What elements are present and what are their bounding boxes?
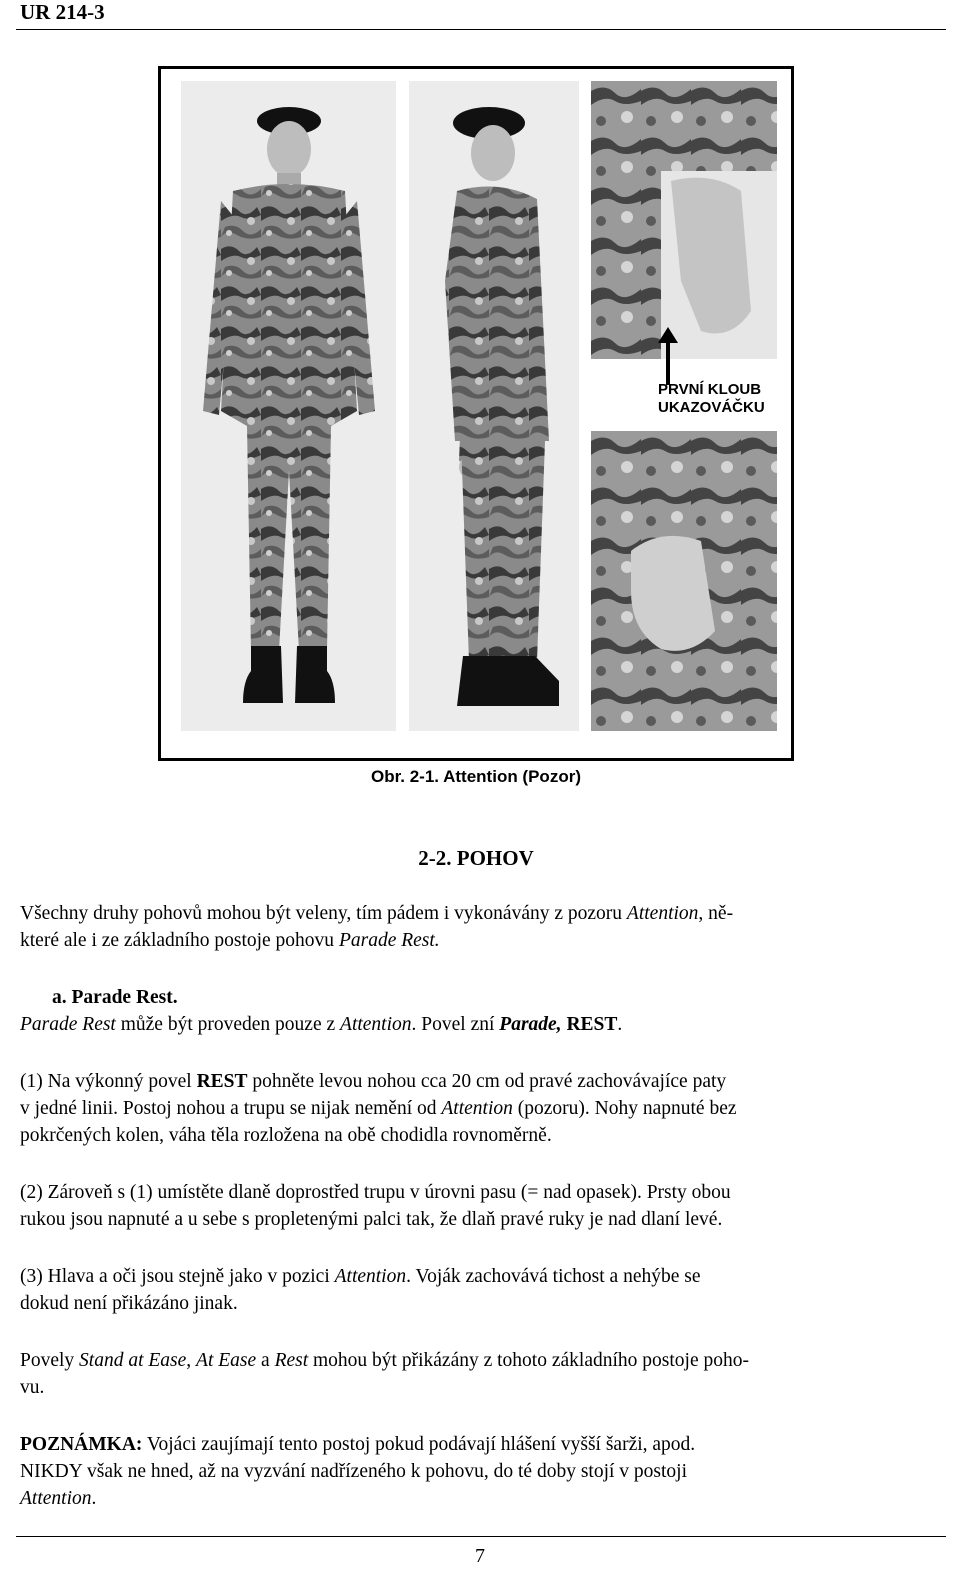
hand-detail-illustration (591, 81, 777, 359)
note-label: POZNÁMKA: (20, 1434, 143, 1455)
pointer-arrow (653, 327, 683, 387)
document-id: UR 214-3 (20, 0, 105, 24)
header-rule (16, 29, 946, 30)
subsection-a-heading: a. Parade Rest. (52, 987, 178, 1008)
fist-detail-illustration (591, 431, 777, 731)
soldier-side-illustration (409, 81, 579, 731)
subsection-a: a. Parade Rest. Parade Rest může být proveden pouze z Attention. Povel zní Parade, REST. (20, 987, 623, 1035)
soldier-front-illustration (181, 81, 396, 731)
arrow-label (658, 381, 765, 417)
photo-hand-detail-top (591, 81, 777, 359)
photo-fist-detail-bottom (591, 431, 777, 731)
figure-caption: Obr. 2-1. Attention (Pozor) (371, 767, 581, 786)
paragraph-commands: Povely Stand at Ease, At Ease a Rest mohou být přikázány z tohoto základního postoje poho- vu. (20, 1350, 749, 1398)
paragraph-step-2: (2) Zároveň s (1) umístěte dlaně doprostřed trupu v úrovni pasu (= nad opasek). Prsty obou rukou jsou napnuté a u sebe s propletenými palci tak, že dlaň pravé ruky je nad dlaní levé. (20, 1182, 731, 1230)
section-title: 2-2. POHOV (418, 846, 534, 870)
paragraph-intro: Všechny druhy pohovů mohou být veleny, tím pádem i vykonávány z pozoru Attention, ně- které ale i ze základního postoje pohovu Parade Rest. (20, 903, 734, 951)
page-number: 7 (475, 1545, 485, 1567)
photo-side-view (409, 81, 579, 731)
arrow-label-line2: UKAZOVÁČKU (658, 399, 765, 416)
photo-front-view (181, 81, 396, 731)
figure-frame (158, 66, 794, 761)
paragraph-step-1: (1) Na výkonný povel REST pohněte levou nohou cca 20 cm od pravé zachovávajíce paty v jedné linii. Postoj nohou a trupu se nijak nemění od Attention (pozoru). Nohy napnuté bez pokrčených kolen, váha těla rozložena na obě chodidla rovnoměrně. (20, 1071, 737, 1146)
footer-rule (16, 1536, 946, 1537)
paragraph-note: POZNÁMKA: Vojáci zaujímají tento postoj pokud podávají hlášení vyšší šarži, apod. NIKDY však ne hned, až na vyzvání nadřízeného k pohovu, do té doby stojí v postoji Attention. (20, 1434, 696, 1509)
arrow-label-line1: PRVNÍ KLOUB (658, 381, 762, 398)
paragraph-step-3: (3) Hlava a oči jsou stejně jako v pozici Attention. Voják zachovává tichost a nehýbe se dokud není přikázáno jinak. (20, 1266, 701, 1314)
